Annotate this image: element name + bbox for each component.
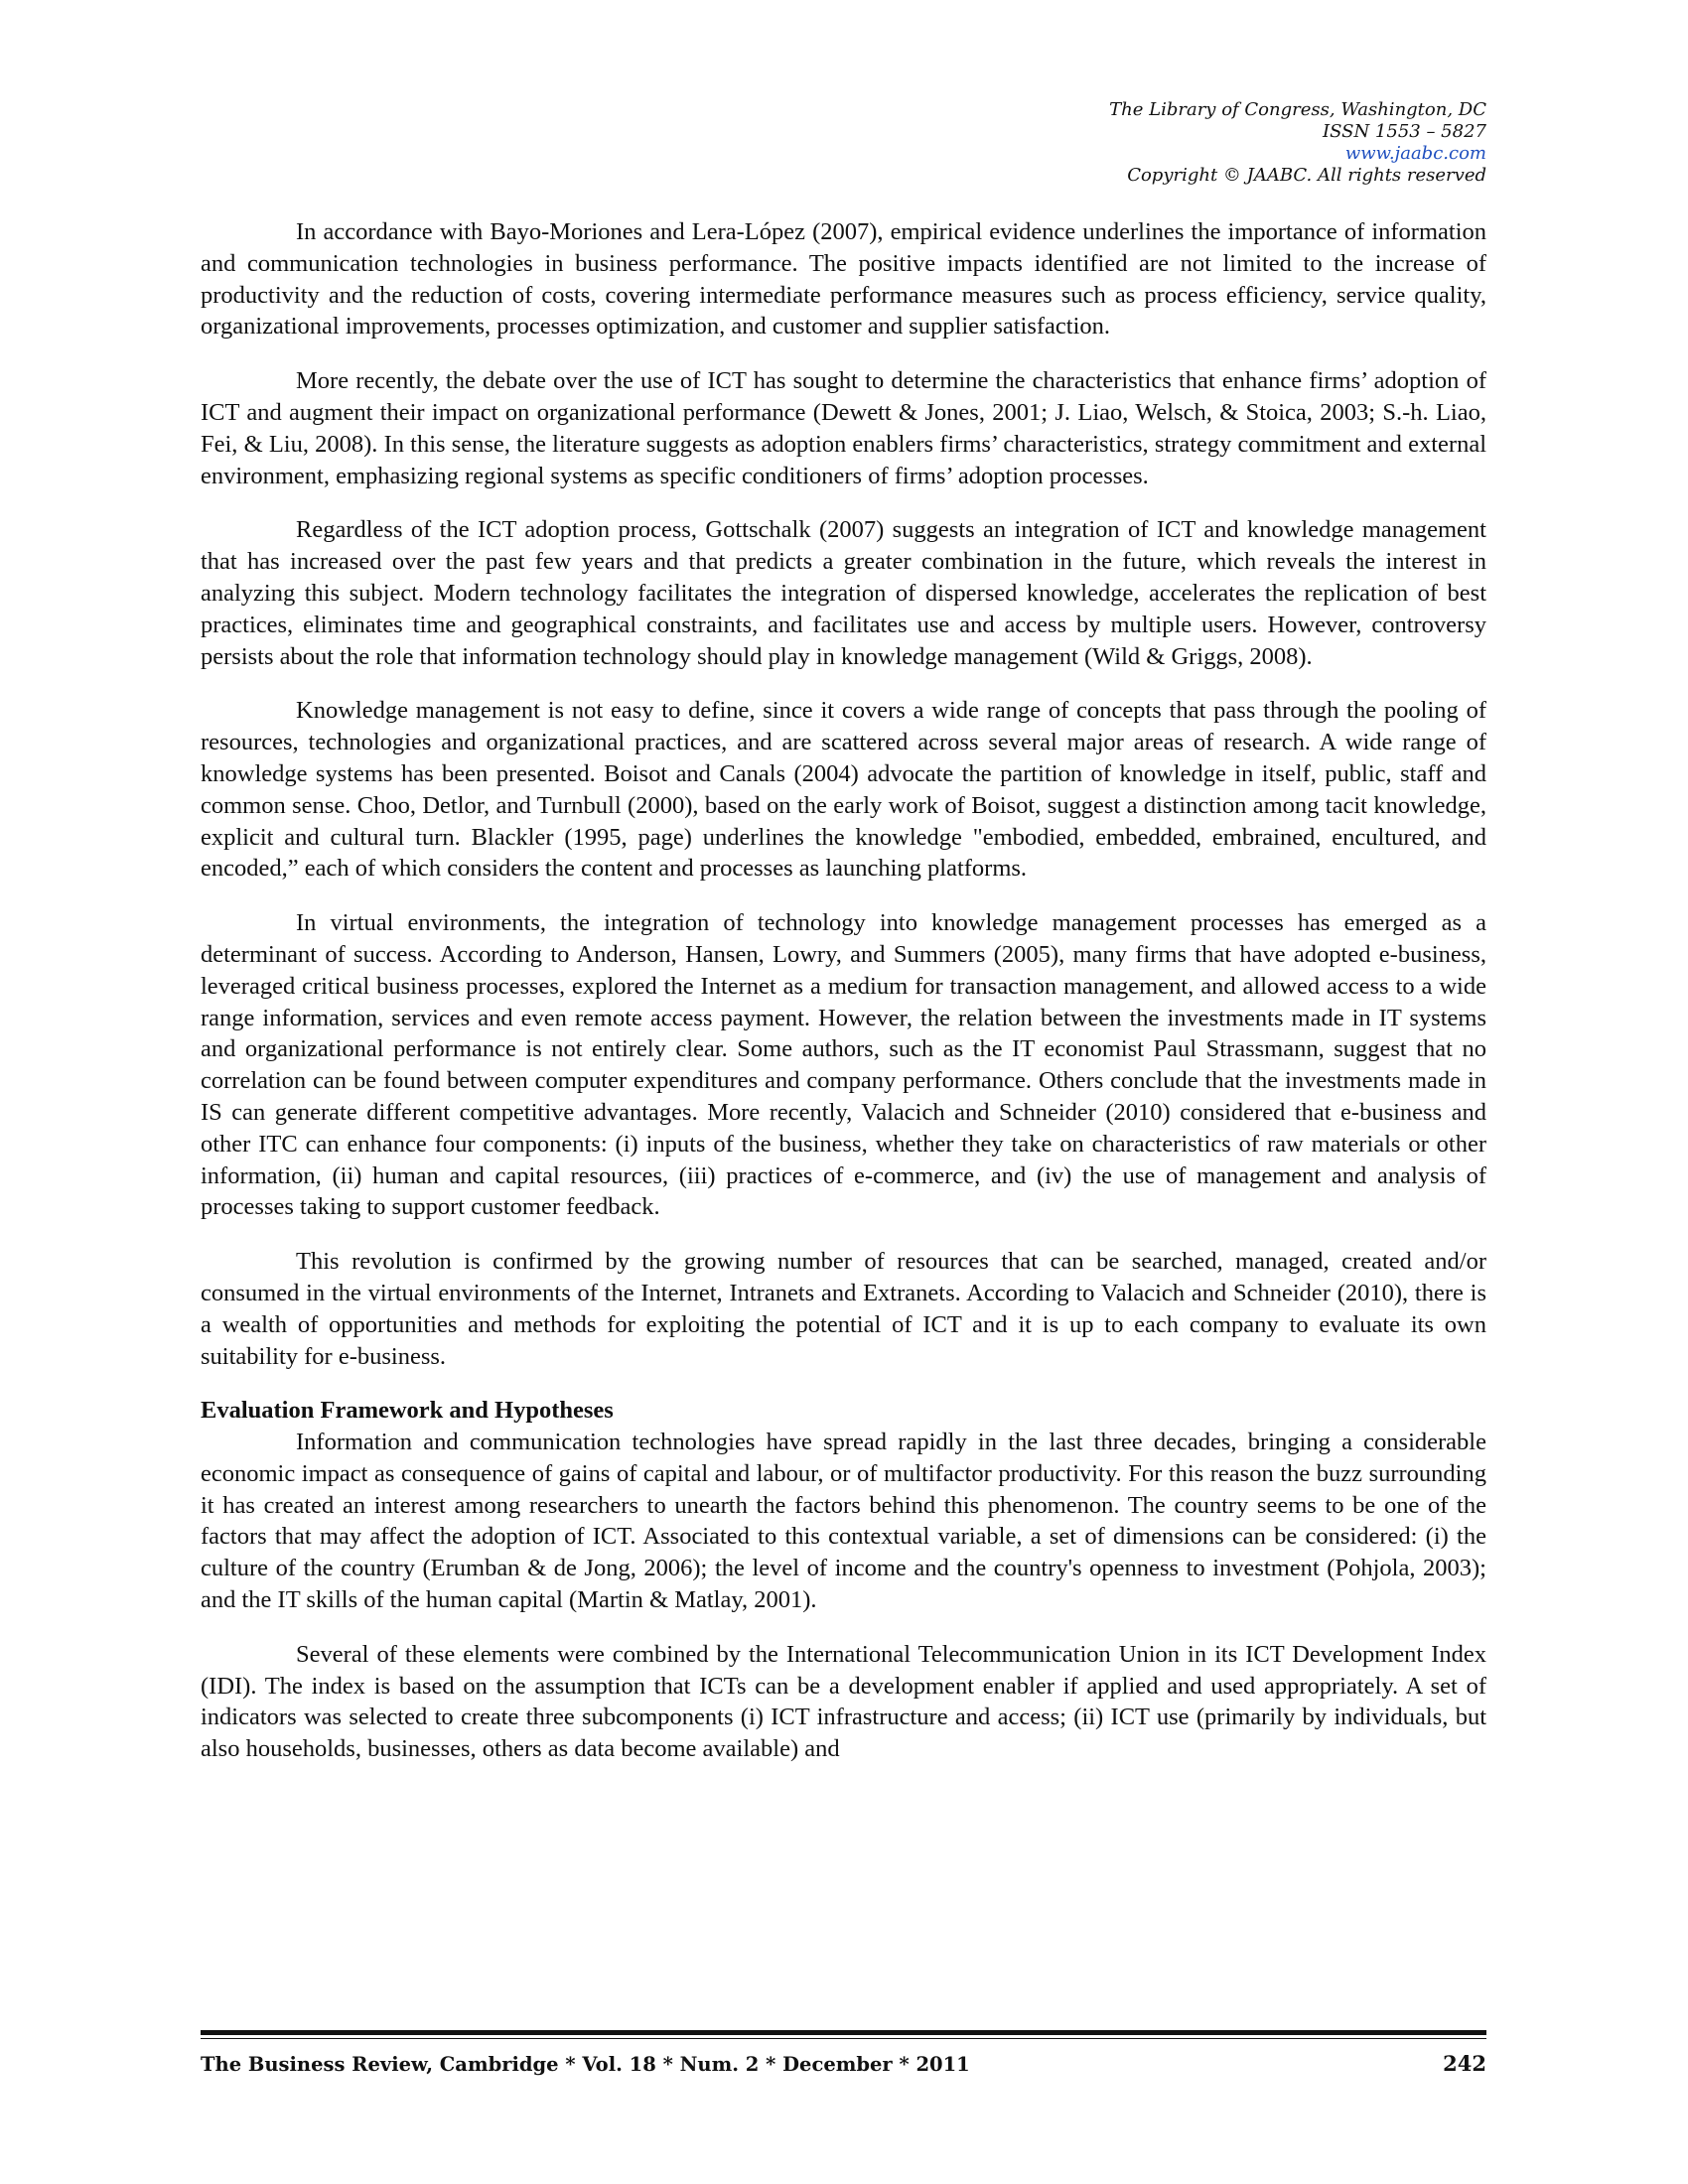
footer-journal-citation: The Business Review, Cambridge * Vol. 18 * Num. 2 * December * 2011 <box>201 2053 970 2076</box>
footer-page-number: 242 <box>1443 2051 1486 2076</box>
header-url-link[interactable]: www.jaabc.com <box>1344 143 1486 164</box>
footer-divider-thin <box>201 2038 1486 2039</box>
paragraph-3: Regardless of the ICT adoption process, Gottschalk (2007) suggests an integration of ICT and knowledge management that has increased over the past few years and that predicts a greater combination in the future, which reveals the interest in analyzing this subject. Modern technology facilitates the integration of dispersed knowledge, accelerates the replication of best practices, eliminates time and geographical constraints, and facilitates use and access by multiple users. However, controversy persists about the role that information technology should play in knowledge management (Wild & Griggs, 2008). <box>201 516 1486 670</box>
paragraph-6: This revolution is confirmed by the growing number of resources that can be searched, managed, created and/or consumed in the virtual environments of the Internet, Intranets and Extranets. According to Valacich and Schneider (2010), there is a wealth of opportunities and methods for exploiting the potential of ICT and it is up to each company to evaluate its own suitability for e-business. <box>201 1248 1486 1370</box>
section-paragraph-2: Several of these elements were combined by the International Telecommunication Union in its ICT Development Index (IDI). The index is based on the assumption that ICTs can be a development enabler if applied and used appropriately. A set of indicators was selected to create three subcomponents (i) ICT infrastructure and access; (ii) ICT use (primarily by individuals, but also households, businesses, others as data become available) and <box>201 1640 1486 1763</box>
paragraph-1: In accordance with Bayo-Moriones and Lera-López (2007), empirical evidence underlines the importance of information and communication technologies in business performance. The positive impacts identified are not limited to the increase of productivity and the reduction of costs, covering intermediate performance measures such as process efficiency, service quality, organizational improvements, processes optimization, and customer and supplier satisfaction. <box>201 218 1486 341</box>
article-body <box>201 216 1486 1788</box>
header-library-line: The Library of Congress, Washington, DC <box>1109 99 1486 120</box>
section-paragraph-1: Information and communication technologies have spread rapidly in the last three decades, bringing a considerable economic impact as consequence of gains of capital and labour, or of multifactor productivity. For this reason the buzz surrounding it has created an interest among researchers to unearth the factors behind this phenomenon. The country seems to be one of the factors that may affect the adoption of ICT. Associated to this contextual variable, a set of dimensions can be considered: (i) the culture of the country (Erumban & de Jong, 2006); the level of income and the country's openness to investment (Pohjola, 2003); and the IT skills of the human capital (Martin & Matlay, 2001). <box>201 1429 1486 1614</box>
paragraph-2: More recently, the debate over the use of ICT has sought to determine the characteristics that enhance firms’ adoption of ICT and augment their impact on organizational performance (Dewett & Jones, 2001; J. Liao, Welsch, & Stoica, 2003; S.-h. Liao, Fei, & Liu, 2008). In this sense, the literature suggests as adoption enablers firms’ characteristics, strategy commitment and external environment, emphasizing regional systems as specific conditioners of firms’ adoption processes. <box>201 367 1486 489</box>
section-heading: Evaluation Framework and Hypotheses <box>201 1397 614 1425</box>
journal-header <box>1109 99 1486 187</box>
footer-divider-thick <box>201 2030 1486 2035</box>
header-copyright-line: Copyright © JAABC. All rights reserved <box>1127 165 1486 186</box>
paragraph-5: In virtual environments, the integration of technology into knowledge management processes has emerged as a determinant of success. According to Anderson, Hansen, Lowry, and Summers (2005), many firms that have adopted e-business, leveraged critical business processes, explored the Internet as a medium for transaction management, and allowed access to a wide range information, services and even remote access payment. However, the relation between the investments made in IT systems and organizational performance is not entirely clear. Some authors, such as the IT economist Paul Strassmann, suggest that no correlation can be found between computer expenditures and company performance. Others conclude that the investments made in IS can generate different competitive advantages. More recently, Valacich and Schneider (2010) considered that e-business and other ITC can enhance four components: (i) inputs of the business, whether they take on characteristics of raw materials or other information, (ii) human and capital resources, (iii) practices of e-commerce, and (iv) the use of management and analysis of processes taking to support customer feedback. <box>201 909 1486 1221</box>
paragraph-4: Knowledge management is not easy to define, since it covers a wide range of concepts that pass through the pooling of resources, technologies and organizational practices, and are scattered across several major areas of research. A wide range of knowledge systems has been presented. Boisot and Canals (2004) advocate the partition of knowledge in itself, public, staff and common sense. Choo, Detlor, and Turnbull (2000), based on the early work of Boisot, suggest a distinction among tacit knowledge, explicit and cultural turn. Blackler (1995, page) underlines the knowledge "embodied, embedded, embrained, encultured, and encoded,” each of which considers the content and processes as launching platforms. <box>201 697 1486 883</box>
header-issn-line: ISSN 1553 – 5827 <box>1323 121 1486 142</box>
